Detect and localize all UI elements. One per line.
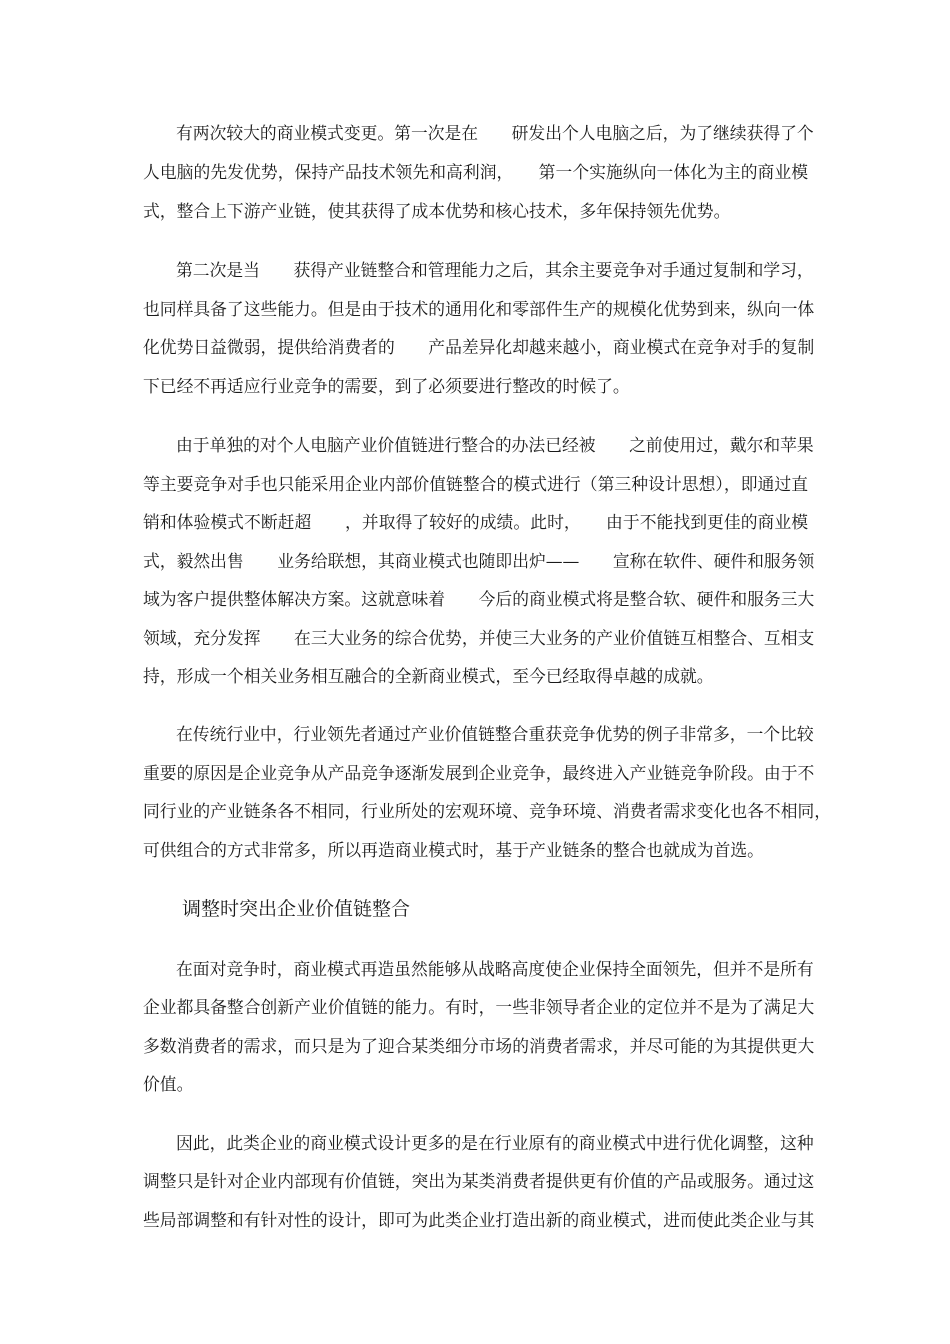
text-line: 域为客户提供整体解决方案。这就意味着 今后的商业模式将是整合软、硬件和服务三大 [143,589,815,609]
text-line: 下已经不再适应行业竞争的需要，到了必须要进行整改的时候了。 [143,376,630,396]
text-line: 化优势日益微弱，提供给消费者的 产品差异化却越来越小，商业模式在竞争对手的复制 [143,337,815,357]
text-line: 因此，此类企业的商业模式设计更多的是在行业原有的商业模式中进行优化调整，这种 [176,1133,814,1153]
text-line: 销和体验模式不断赶超 ，并取得了较好的成绩。此时， 由于不能找到更佳的商业模 [143,512,808,532]
text-line: 企业都具备整合创新产业价值链的能力。有时，一些非领导者企业的定位并不是为了满足大 [143,997,815,1017]
text-line: 有两次较大的商业模式变更。第一次是在 研发出个人电脑之后，为了继续获得了个 [176,123,814,143]
section-heading: 调整时突出企业价值链整合 [182,898,411,920]
text-line: 式，整合上下游产业链，使其获得了成本优势和核心技术，多年保持领先优势。 [143,201,731,221]
text-line: 调整只是针对企业内部现有价值链，突出为某类消费者提供更有价值的产品或服务。通过这 [143,1171,815,1191]
text-line: 持，形成一个相关业务相互融合的全新商业模式，至今已经取得卓越的成就。 [143,666,714,686]
text-line: 第二次是当 获得产业链整合和管理能力之后，其余主要竞争对手通过复制和学习， [176,260,814,280]
text-line: 由于单独的对个人电脑产业价值链进行整合的办法已经被 之前使用过，戴尔和苹果 [176,435,814,455]
text-line: 也同样具备了这些能力。但是由于技术的通用化和零部件生产的规模化优势到来，纵向一体 [143,299,815,319]
text-line: 领域，充分发挥 在三大业务的综合优势，并使三大业务的产业价值链互相整合、互相支 [143,628,815,648]
text-line: 同行业的产业链条各不相同，行业所处的宏观环境、竞争环境、消费者需求变化也各不相同， [143,801,832,821]
text-line: 人电脑的先发优势，保持产品技术领先和高利润， 第一个实施纵向一体化为主的商业模 [143,162,808,182]
text-line: 多数消费者的需求，而只是为了迎合某类细分市场的消费者需求，并尽可能的为其提供更大 [143,1036,815,1056]
text-line: 价值。 [143,1074,194,1094]
text-line: 可供组合的方式非常多，所以再造商业模式时，基于产业链条的整合也就成为首选。 [143,840,764,860]
text-line: 重要的原因是企业竞争从产品竞争逐渐发展到企业竞争，最终进入产业链竞争阶段。由于不 [143,763,815,783]
text-line: 在传统行业中，行业领先者通过产业价值链整合重获竞争优势的例子非常多，一个比较 [176,724,814,744]
text-line: 在面对竞争时，商业模式再造虽然能够从战略高度使企业保持全面领先，但并不是所有 [176,959,814,979]
text-line: 些局部调整和有针对性的设计，即可为此类企业打造出新的商业模式，进而使此类企业与其 [143,1210,815,1230]
text-line: 等主要竞争对手也只能采用企业内部价值链整合的模式进行（第三种设计思想），即通过直 [143,474,808,494]
text-line: 式，毅然出售 业务给联想，其商业模式也随即出炉—— 宣称在软件、硬件和服务领 [143,551,815,571]
